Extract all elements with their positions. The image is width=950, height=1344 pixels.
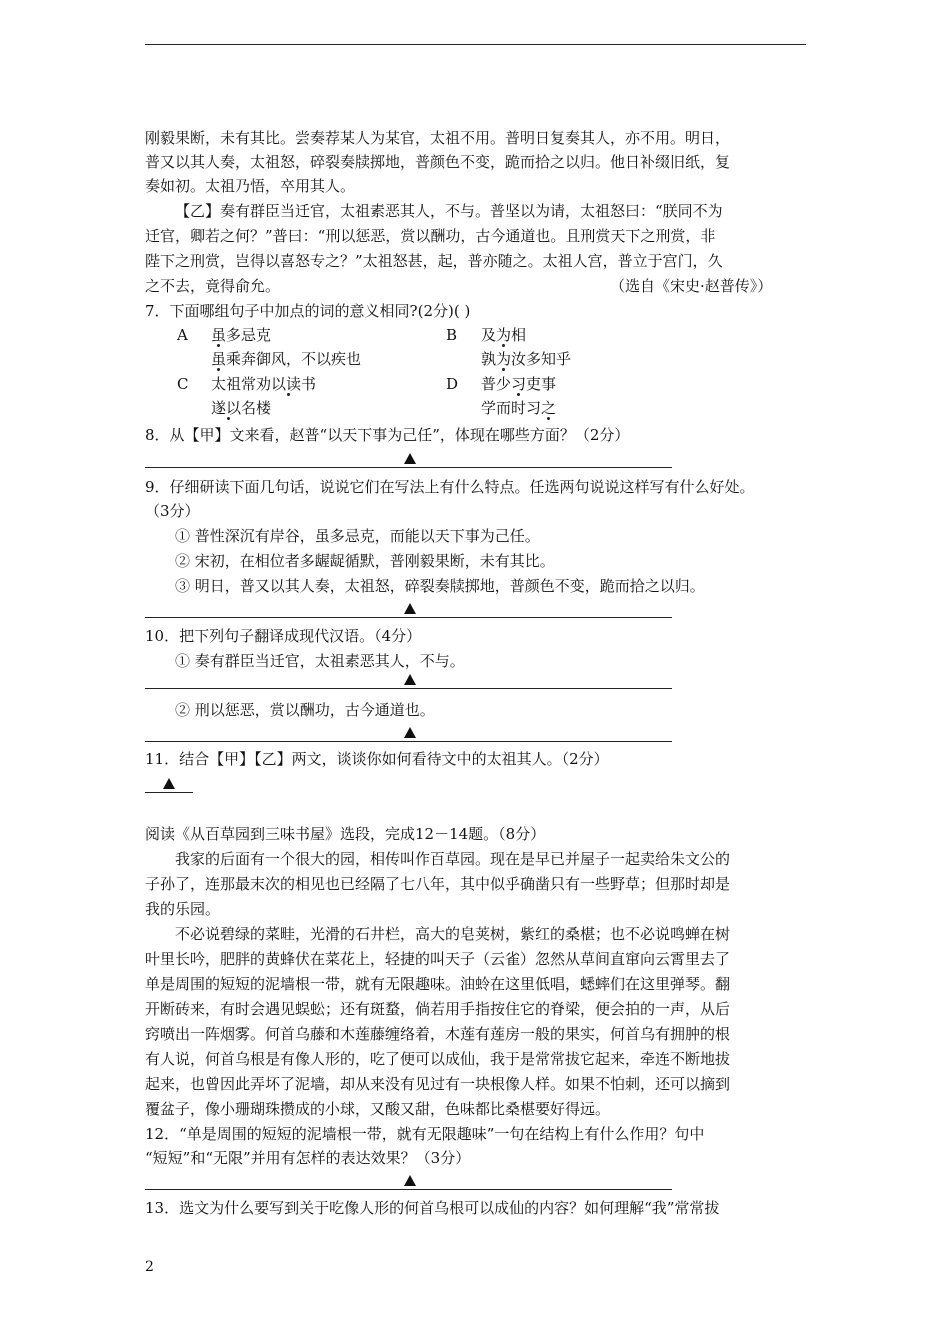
reading2-p1-line-1: 我家的后面有一个很大的园，相传叫作百草园。现在是早已并屋子一起卖给朱文公的	[175, 850, 731, 868]
q9-sentence-3: ③ 明日，普又以其人奏，太祖怒，碎裂奏牍掷地，普颜色不变，跪而拾之以归。	[175, 577, 705, 595]
answer-marker-icon	[163, 778, 175, 789]
page-number: 2	[145, 1259, 154, 1275]
q12-stem-line-2: “短短”和“无限”并用有怎样的表达效果？（3分）	[145, 1149, 471, 1167]
reading2-p2-line-2: 叶里长吟，肥胖的黄蜂伏在菜花上，轻捷的叫天子（云雀）忽然从草间直窜向云霄里去了	[145, 950, 731, 968]
answer-marker-icon	[404, 453, 416, 464]
q7-option-a-line-2: 虽乘奔御风，不以疾也	[211, 350, 362, 368]
q11-stem: 11．结合【甲】【乙】两文，谈谈你如何看待文中的太祖其人。（2分）	[145, 750, 609, 768]
q9-sentence-2: ② 宋初，在相位者多龌龊循默，普刚毅果断，未有其比。	[175, 552, 555, 570]
header-rule	[145, 44, 806, 45]
reading2-p2-line-3: 单是周围的短短的泥墙根一带，就有无限趣味。油蛉在这里低唱，蟋蟀们在这里弹琴。翻	[145, 975, 731, 993]
q7-option-a-line-1: 虽多忌克	[211, 326, 272, 344]
answer-marker-icon	[404, 674, 416, 685]
passage-b-line-4: 之不去，竟得俞允。	[145, 277, 281, 295]
q9-stem-line-1: 9．仔细研读下面几句话，说说它们在写法上有什么特点。任选两句说说这样写有什么好处。	[145, 478, 755, 496]
answer-line[interactable]	[145, 792, 193, 793]
reading2-intro: 阅读《从百草园到三味书屋》选段，完成12－14题。（8分）	[145, 825, 546, 843]
emphasis-dot	[217, 368, 220, 371]
passage-a-line-1: 刚毅果断，未有其比。尝奏荐某人为某官，太祖不用。普明日复奏其人，亦不用。明日，	[145, 129, 731, 147]
q8-stem: 8．从【甲】文来看，赵普“以天下事为己任”，体现在哪些方面？（2分）	[145, 426, 630, 444]
reading2-p2-line-8: 覆盆子，像小珊瑚珠攒成的小球，又酸又甜，色味都比桑椹要好得远。	[145, 1100, 611, 1118]
emphasis-dot	[287, 393, 290, 396]
emphasis-dot	[502, 344, 505, 347]
answer-line[interactable]	[145, 688, 672, 689]
answer-line[interactable]	[145, 1189, 672, 1190]
reading2-p2-line-1: 不必说碧绿的菜畦，光滑的石井栏，高大的皂荚树，紫红的桑椹；也不必说鸣蝉在树	[175, 925, 731, 943]
emphasis-dot	[517, 393, 520, 396]
passage-b-line-1: 【乙】奏有群臣当迁官，太祖素恶其人，不与。普坚以为请，太祖怒曰：“朕同不为	[175, 202, 723, 220]
q10-sentence-2: ② 刑以惩恶，赏以酬功，古今通道也。	[175, 701, 435, 719]
q12-stem-line-1: 12．“单是周围的短短的泥墙根一带，就有无限趣味”一句在结构上有什么作用？句中	[145, 1125, 705, 1143]
q7-option-b-label: B	[446, 326, 458, 344]
passage-a-line-3: 奏如初。太祖乃悟，卒用其人。	[145, 177, 356, 195]
emphasis-dot	[547, 417, 550, 420]
answer-line[interactable]	[145, 741, 672, 742]
answer-line[interactable]	[145, 617, 672, 618]
q7-option-c-label: C	[177, 375, 189, 393]
answer-marker-icon	[404, 1175, 416, 1186]
reading2-p2-line-6: 有人说，何首乌根是有像人形的，吃了便可以成仙，我于是常常拔它起来，牵连不断地拔	[145, 1050, 731, 1068]
passage-b-source: （选自《宋史·赵普传》）	[610, 277, 773, 295]
q7-option-c-line-1: 太祖常劝以读书	[211, 375, 317, 393]
reading2-p2-line-4: 开断砖来，有时会遇见蜈蚣；还有斑蝥，倘若用手指按住它的脊梁，便会拍的一声，从后	[145, 1000, 731, 1018]
passage-a-line-2: 普又以其人奏，太祖怒，碎裂奏牍掷地，普颜色不变，跪而拾之以归。他日补缀旧纸，复	[145, 153, 731, 171]
q10-sentence-1: ① 奏有群臣当迁官，太祖素恶其人，不与。	[175, 652, 465, 670]
q10-stem: 10．把下列句子翻译成现代汉语。（4分）	[145, 627, 422, 645]
q7-option-b-line-2: 孰为汝多知乎	[481, 350, 572, 368]
q7-option-d-label: D	[446, 375, 459, 393]
answer-marker-icon	[404, 727, 416, 738]
q7-option-c-line-2: 遂以名楼	[211, 399, 272, 417]
q7-option-d-line-1: 普少习吏事	[481, 375, 557, 393]
reading2-p1-line-2: 子孙了，连那最末次的相见也已经隔了七八年，其中似乎确凿只有一些野草；但那时却是	[145, 875, 731, 893]
reading2-p1-line-3: 我的乐园。	[145, 900, 221, 918]
q9-stem-line-2: （3分）	[145, 502, 200, 520]
answer-line[interactable]	[145, 467, 672, 468]
q9-sentence-1: ① 普性深沉有岸谷，虽多忌克，而能以天下事为己任。	[175, 527, 540, 545]
q7-option-b-line-1: 及为相	[481, 326, 527, 344]
emphasis-dot	[217, 344, 220, 347]
passage-b-line-2: 迁官，卿若之何？”普曰：“刑以惩恶，赏以酬功，古今通道也。且刑赏天下之刑赏，非	[145, 227, 716, 245]
q13-stem: 13．选文为什么要写到关于吃像人形的何首乌根可以成仙的内容？如何理解“我”常常拔	[145, 1199, 720, 1217]
q7-stem: 7．下面哪组句子中加点的词的意义相同?(2分)( )	[145, 302, 471, 320]
q7-option-d-line-2: 学而时习之	[481, 399, 557, 417]
answer-marker-icon	[404, 603, 416, 614]
reading2-p2-line-7: 起来，也曾因此弄坏了泥墙，却从来没有见过有一块根像人样。如果不怕刺，还可以摘到	[145, 1075, 731, 1093]
passage-b-line-3: 陛下之刑赏，岂得以喜怒专之？”太祖怒甚，起，普亦随之。太祖人宫，普立于宫门，久	[145, 252, 723, 270]
emphasis-dot	[227, 417, 230, 420]
emphasis-dot	[502, 368, 505, 371]
reading2-p2-line-5: 窍喷出一阵烟雾。何首乌藤和木莲藤缠络着，木莲有莲房一般的果实，何首乌有拥肿的根	[145, 1025, 731, 1043]
q7-option-a-label: A	[177, 326, 188, 344]
